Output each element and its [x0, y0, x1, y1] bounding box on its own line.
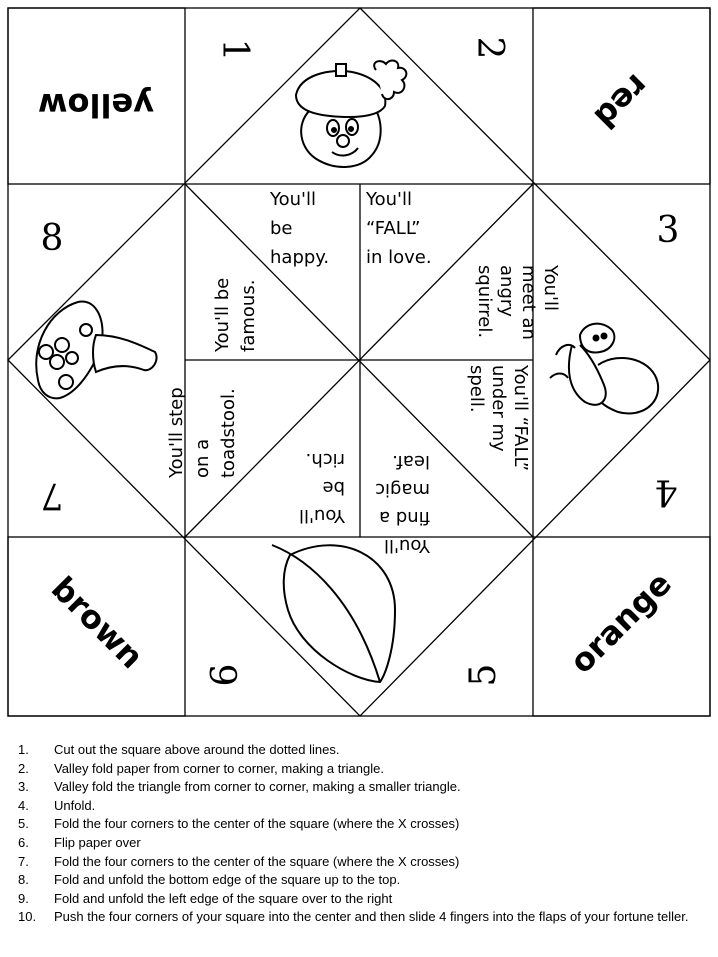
instruction-text: Push the four corners of your square into the center and then slide 4 fingers into the flaps of your fortune teller. — [54, 909, 689, 925]
fortune-5-line-1: You'll — [384, 535, 430, 556]
instruction-text: Valley fold paper from corner to corner, making a triangle. — [54, 760, 384, 776]
instruction-number: 5. — [18, 816, 29, 832]
fortune-5-line-4: leaf. — [392, 451, 430, 472]
number-1: 1 — [214, 38, 255, 62]
instruction-item — [18, 760, 708, 779]
fortune-7-line-1: You'll step — [166, 387, 187, 478]
instruction-text: Fold and unfold the bottom edge of the square up to the top. — [54, 872, 401, 888]
corner-word-red: red — [586, 66, 657, 137]
fortune-5-line-3: magic — [375, 479, 430, 500]
instruction-text: Fold the four corners to the center of the square (where the X crosses) — [54, 816, 460, 832]
instruction-item — [18, 853, 708, 872]
fortune-5-line-2: find a — [379, 507, 430, 528]
instruction-text: Flip paper over — [54, 834, 141, 850]
instruction-text: Fold the four corners to the center of the square (where the X crosses) — [54, 853, 460, 869]
number-5: 5 — [463, 663, 504, 687]
fortune-4-line-3: spell. — [466, 365, 487, 413]
fortune-2 — [365, 189, 432, 268]
corner-word-brown: brown — [44, 569, 151, 676]
number-3: 3 — [656, 210, 680, 251]
instruction-number: 8. — [18, 872, 29, 888]
squirrel-icon — [550, 324, 658, 414]
fortune-1-line-1: You'll — [270, 189, 316, 210]
number-6: 6 — [205, 663, 246, 687]
instruction-item — [18, 890, 708, 909]
fortune-7-line-2: on a — [192, 438, 213, 478]
fortune-2-line-2: “FALL” — [366, 218, 421, 239]
fortune-3-line-3: angry — [496, 265, 517, 317]
fortune-1-line-2: be — [270, 218, 293, 239]
instruction-text: Fold and unfold the left edge of the square over to the right — [54, 890, 393, 906]
fortune-4 — [466, 364, 531, 471]
instruction-number: 4. — [18, 797, 29, 813]
fortune-3-line-2: meet an — [518, 265, 539, 340]
fortune-3-line-4: squirrel. — [474, 265, 495, 339]
fortune-3-line-1: You'll — [540, 265, 561, 311]
instruction-item — [18, 908, 708, 927]
instruction-text: Unfold. — [54, 797, 96, 813]
instruction-item — [18, 815, 708, 834]
fortune-6-line-1: You'll — [299, 505, 345, 526]
fortune-2-line-1: You'll — [366, 189, 412, 210]
instruction-number: 10. — [18, 909, 37, 925]
fortune-6-line-3: rich. — [305, 449, 345, 470]
number-4: 4 — [654, 471, 678, 512]
instruction-number: 2. — [18, 760, 29, 776]
fortune-4-line-2: under my — [488, 365, 509, 452]
number-7: 7 — [40, 475, 64, 516]
corner-word-yellow: yellow — [37, 86, 155, 124]
fortune-6-line-2: be — [322, 477, 345, 498]
instruction-number: 9. — [18, 890, 29, 906]
number-8: 8 — [40, 218, 64, 259]
instructions-list — [18, 741, 708, 927]
fortune-8-line-2: famous. — [238, 279, 259, 352]
fortune-6 — [299, 449, 346, 526]
fortune-7-line-3: toadstool. — [218, 388, 239, 478]
instruction-number: 3. — [18, 779, 29, 795]
instruction-number: 1. — [18, 742, 29, 757]
number-2: 2 — [469, 36, 510, 60]
fortune-1-line-3: happy. — [270, 247, 330, 268]
instruction-item — [18, 834, 708, 853]
instruction-item — [18, 741, 708, 760]
acorn-icon — [296, 61, 406, 167]
fortune-3 — [474, 264, 561, 340]
instruction-text: Valley fold the triangle from corner to corner, making a smaller triangle. — [54, 779, 461, 795]
instruction-item — [18, 797, 708, 816]
mushroom-icon — [36, 301, 156, 398]
fortune-1 — [269, 189, 329, 268]
fortune-4-line-1: You'll “FALL” — [510, 365, 531, 472]
fortune-8-line-1: You'll be — [212, 277, 233, 352]
instruction-item — [18, 871, 708, 890]
fortune-8 — [212, 278, 259, 353]
fortune-7 — [166, 387, 239, 479]
fortune-5 — [375, 451, 431, 556]
leaf-icon — [272, 545, 395, 682]
instruction-number: 7. — [18, 853, 29, 869]
instruction-text: Cut out the square above around the dotted lines. — [54, 742, 340, 757]
fortune-2-line-3: in love. — [366, 247, 432, 268]
instruction-item — [18, 778, 708, 797]
corner-word-orange: orange — [562, 564, 679, 681]
instruction-number: 6. — [18, 834, 29, 850]
